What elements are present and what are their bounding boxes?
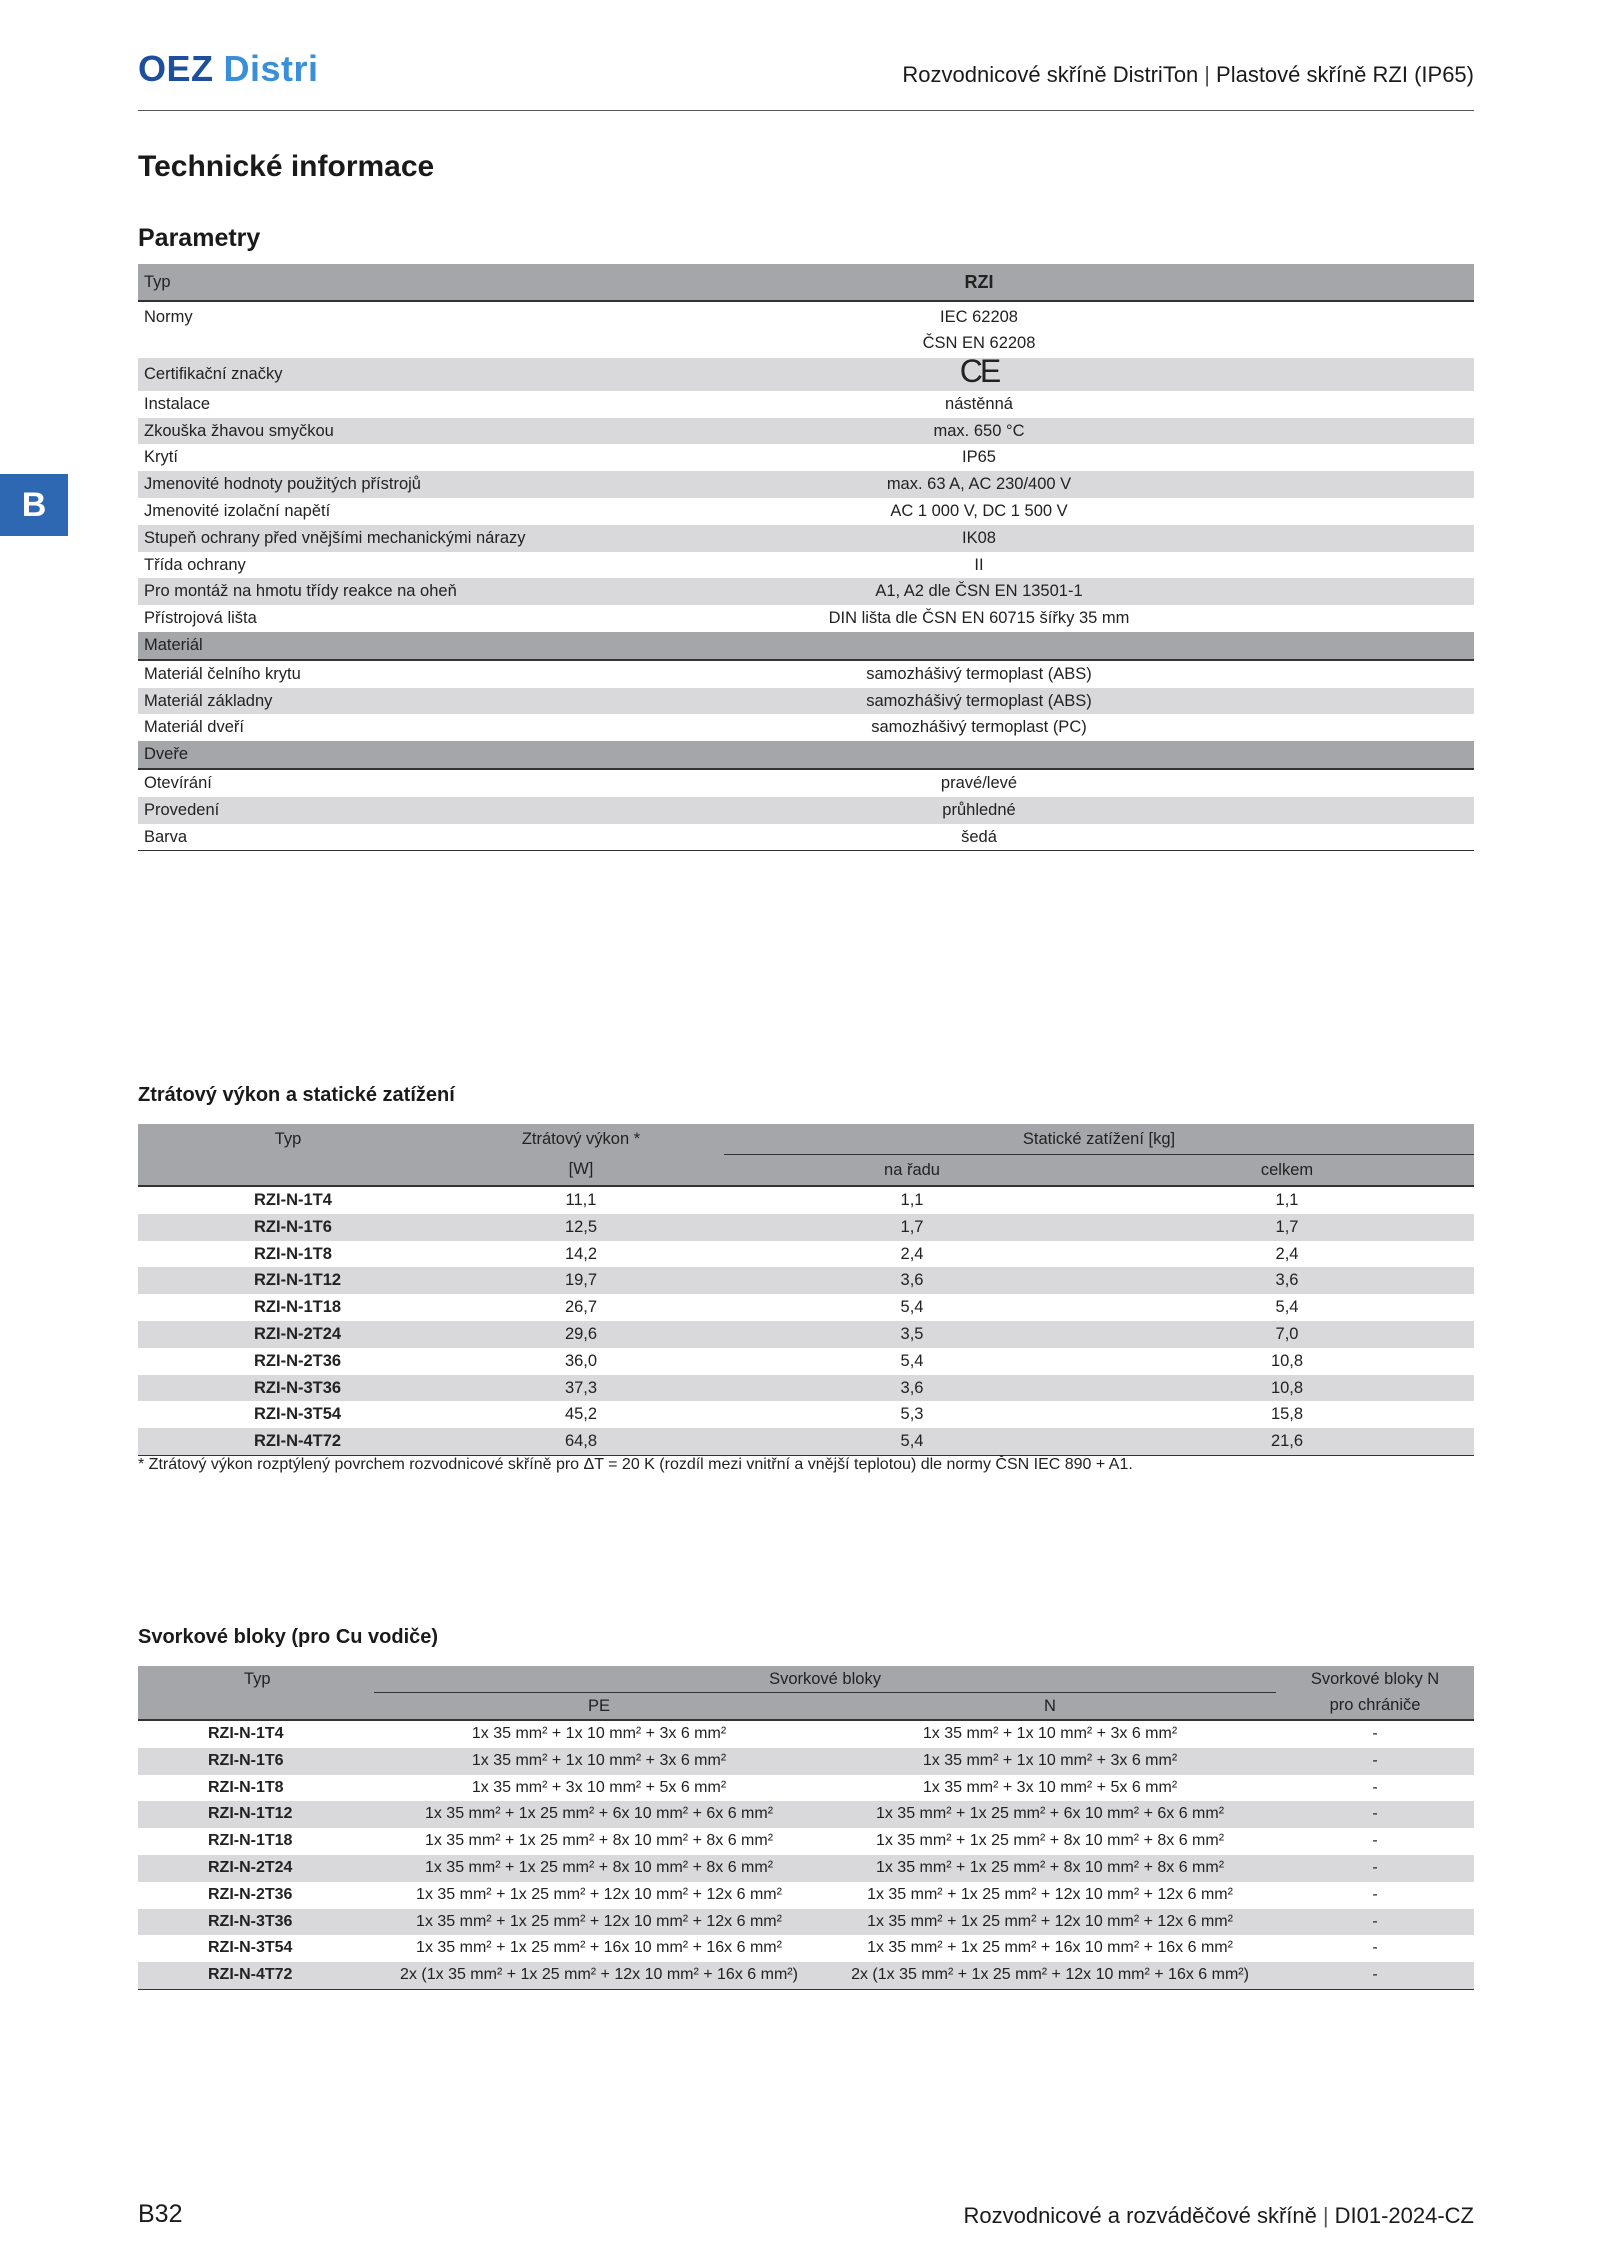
header-divider [138,110,1474,111]
footer-separator: | [1322,2203,1329,2228]
param-row [138,552,1474,579]
loss-value-cell: 45,2 [564,1405,598,1424]
term-pe-cell: 2x (1x 35 mm² + 1x 25 mm² + 12x 10 mm² + 16x 6 mm²) [374,1962,824,1989]
param-label: Barva [138,824,658,851]
term-type-cell: RZI-N-1T18 [208,1832,293,1850]
col-header-rzi: RZI [658,264,1474,301]
param-row [138,769,1474,797]
term-n-cell: 1x 35 mm² + 1x 10 mm² + 3x 6 mm² [922,1725,1178,1742]
term-n-cell: 2x (1x 35 mm² + 1x 25 mm² + 12x 10 mm² + 16x 6 mm²) [824,1962,1276,1989]
param-label: Materiál základny [138,688,658,715]
param-label: Jmenovité izolační napětí [144,501,331,520]
parametry-header-row [138,264,1474,301]
static-row-cell: 3,5 [724,1321,1100,1348]
term-type-cell: RZI-N-1T12 [138,1801,374,1828]
param-value [658,525,1474,552]
param-value [658,552,1474,579]
param-value-text: nástěnná [945,394,1013,413]
param-row [138,605,1474,632]
table-row [138,1828,1474,1855]
param-value [658,471,1474,498]
param-row [138,444,1474,471]
table-row [138,1962,1474,1989]
loss-value-cell: 36,0 [564,1351,598,1370]
param-row [138,797,1474,824]
loss-col-static: Statické zatížení [kg] [724,1124,1474,1155]
footer-title-text: Rozvodnicové a rozváděčové skříně [963,2203,1317,2228]
table-row [138,1348,1474,1375]
loss-type-cell: RZI-N-1T6 [138,1214,438,1241]
param-label: Třída ochrany [144,555,246,574]
param-value [658,714,1474,741]
param-row [138,714,1474,741]
static-row-cell: 3,6 [724,1375,1100,1402]
param-label: Provedení [138,797,658,824]
param-label: Instalace [144,394,211,413]
term-pe-cell: 1x 35 mm² + 1x 25 mm² + 16x 10 mm² + 16x 6 mm² [416,1939,782,1957]
param-row [138,578,1474,605]
static-total-cell: 10,8 [1100,1375,1474,1402]
table-row [138,1855,1474,1882]
loss-header-row-2 [138,1155,1474,1187]
param-row [138,391,1474,418]
table-row [138,1214,1474,1241]
loss-value-cell: 14,2 [564,1244,598,1263]
table-row [138,1428,1474,1455]
term-nprot-cell: - [1276,1748,1474,1775]
loss-col-loss-unit: [W] [438,1155,724,1187]
term-type-cell: RZI-N-3T36 [138,1909,374,1936]
header-title-sub: Plastové skříně RZI (IP65) [1216,62,1474,87]
param-value [658,498,1474,525]
term-col-type: Typ [138,1666,374,1693]
param-row [138,632,1474,660]
static-total-cell: 1,1 [1275,1191,1299,1209]
static-row-cell: 1,1 [900,1191,924,1209]
term-pe-cell: 1x 35 mm² + 1x 25 mm² + 6x 10 mm² + 6x 6 mm² [374,1801,824,1828]
loss-value-cell: 12,5 [438,1214,724,1241]
table-row [138,1935,1474,1962]
param-value-text: IEC 62208 [940,308,1018,326]
header-separator: | [1204,62,1211,87]
term-n-cell: 1x 35 mm² + 1x 25 mm² + 12x 10 mm² + 12x 6 mm² [867,1885,1233,1903]
oez-distri-logo [138,48,319,90]
param-label: Materiál [138,632,658,660]
term-nprot-cell: - [1276,1909,1474,1936]
loss-value-cell: 19,7 [438,1267,724,1294]
static-total-cell: 7,0 [1100,1321,1474,1348]
param-value-text: samozhášivý termoplast (PC) [871,718,1087,737]
loss-value-cell: 37,3 [438,1375,724,1402]
loss-footnote: * Ztrátový výkon rozptýlený povrchem rozvodnicové skříně pro ΔT = 20 K (rozdíl mezi vnitřní a vnější teplotou) dle normy ČSN IEC 890 + A1. [138,1456,1133,1473]
param-value [658,301,1474,358]
param-value [658,578,1474,605]
table-row [138,1909,1474,1936]
param-label: Pro montáž na hmotu třídy reakce na oheň [138,578,658,605]
param-value [658,444,1474,471]
term-nprot-cell: - [1372,1778,1378,1796]
param-label: Zkouška žhavou smyčkou [138,418,658,445]
param-value-text-2: ČSN EN 62208 [922,334,1036,352]
table-row [138,1801,1474,1828]
param-value-text: II [974,555,984,574]
param-value-text: DIN lišta dle ČSN EN 60715 šířky 35 mm [828,609,1130,628]
param-row [138,525,1474,552]
loss-table [138,1124,1474,1456]
term-n-cell: 1x 35 mm² + 1x 25 mm² + 8x 10 mm² + 8x 6 mm² [824,1855,1276,1882]
loss-header-row-1 [138,1124,1474,1155]
parametry-table [138,264,1474,851]
loss-type-cell: RZI-N-1T18 [254,1298,342,1317]
param-value [658,632,1474,660]
loss-type-cell: RZI-N-1T8 [254,1244,332,1263]
param-label: Materiál dveří [144,718,244,737]
term-col-pe: PE [374,1693,824,1721]
param-row [138,741,1474,769]
terminals-header-row-2 [138,1693,1474,1721]
term-col-blocks: Svorkové bloky [374,1666,1276,1693]
section-tab-b: B [0,474,68,536]
loss-type-cell: RZI-N-1T12 [138,1267,438,1294]
footer-code: DI01-2024-CZ [1334,2203,1474,2228]
static-row-cell: 5,4 [724,1428,1100,1455]
param-value [658,769,1474,797]
loss-value-cell: 29,6 [438,1321,724,1348]
page-number: B32 [138,2200,183,2228]
static-row-cell: 5,4 [900,1298,924,1317]
table-row [138,1241,1474,1268]
table-row [138,1186,1474,1214]
param-label: Materiál čelního krytu [144,664,301,683]
parametry-heading: Parametry [138,224,261,252]
term-col-nprot-1: Svorkové bloky N [1276,1666,1474,1693]
term-n-cell: 1x 35 mm² + 3x 10 mm² + 5x 6 mm² [922,1778,1178,1796]
term-pe-cell: 1x 35 mm² + 1x 10 mm² + 3x 6 mm² [374,1748,824,1775]
param-value [658,418,1474,445]
param-value [658,358,1474,391]
loss-col-type: Typ [138,1124,438,1155]
loss-heading: Ztrátový výkon a statické zatížení [138,1084,455,1106]
param-label: Dveře [138,741,658,769]
static-row-cell: 3,6 [724,1267,1100,1294]
term-pe-cell: 1x 35 mm² + 1x 25 mm² + 12x 10 mm² + 12x 6 mm² [416,1885,782,1903]
param-value-text: samozhášivý termoplast (ABS) [866,664,1092,683]
term-n-cell: 1x 35 mm² + 1x 25 mm² + 16x 10 mm² + 16x 6 mm² [867,1939,1233,1957]
param-value [658,741,1474,769]
logo-distri-text: Distri [223,48,319,89]
term-type-cell: RZI-N-2T36 [208,1885,293,1903]
param-row [138,660,1474,688]
param-value [658,391,1474,418]
loss-col-type-blank [138,1155,438,1187]
table-row [138,1267,1474,1294]
term-nprot-cell: - [1276,1801,1474,1828]
term-n-cell: 1x 35 mm² + 1x 25 mm² + 8x 10 mm² + 8x 6 mm² [875,1832,1225,1850]
table-row [138,1321,1474,1348]
param-row [138,418,1474,445]
term-col-type-blank [138,1693,374,1721]
term-col-n: N [824,1693,1276,1721]
term-pe-cell: 1x 35 mm² + 1x 25 mm² + 12x 10 mm² + 12x 6 mm² [374,1909,824,1936]
param-label: Přístrojová lišta [144,609,257,628]
param-value-text: pravé/levé [940,773,1018,792]
param-value [658,605,1474,632]
term-type-cell: RZI-N-1T4 [208,1725,284,1742]
term-pe-cell: 1x 35 mm² + 1x 25 mm² + 8x 10 mm² + 8x 6 mm² [424,1832,774,1850]
terminals-header-row-1 [138,1666,1474,1693]
term-col-nprot-2: pro chrániče [1276,1693,1474,1721]
term-n-cell: 1x 35 mm² + 1x 10 mm² + 3x 6 mm² [824,1748,1276,1775]
param-value-text: IP65 [962,448,996,467]
param-value [658,824,1474,851]
term-nprot-cell: - [1372,1885,1378,1903]
loss-col-static-total: celkem [1100,1155,1474,1187]
param-value-text: šedá [961,827,997,846]
table-row [138,1882,1474,1909]
param-label: Normy [144,308,193,326]
param-value-text: max. 650 °C [933,421,1025,440]
param-value-text: IK08 [962,528,996,547]
param-row [138,688,1474,715]
param-value-text: průhledné [942,800,1016,819]
terminals-table [138,1666,1474,1990]
table-row [138,1294,1474,1321]
static-total-cell: 10,8 [1270,1351,1304,1370]
static-row-cell: 1,7 [724,1214,1100,1241]
loss-type-cell: RZI-N-3T54 [254,1405,342,1424]
term-type-cell: RZI-N-4T72 [138,1962,374,1989]
term-type-cell: RZI-N-1T8 [208,1778,284,1796]
loss-col-static-row: na řadu [724,1155,1100,1187]
footer-title [963,2203,1474,2229]
param-value-text: max. 63 A, AC 230/400 V [886,475,1072,494]
loss-col-loss: Ztrátový výkon * [438,1124,724,1155]
static-row-cell: 5,3 [900,1405,924,1424]
document-header-title [902,62,1474,88]
loss-type-cell: RZI-N-4T72 [138,1428,438,1455]
loss-value-cell: 11,1 [565,1191,597,1209]
param-value-text: A1, A2 dle ČSN EN 13501-1 [875,582,1083,601]
param-value-text: samozhášivý termoplast (ABS) [866,691,1092,710]
table-row [138,1775,1474,1802]
param-value [658,660,1474,688]
param-row [138,471,1474,498]
static-total-cell: 21,6 [1100,1428,1474,1455]
term-type-cell: RZI-N-2T24 [138,1855,374,1882]
term-type-cell: RZI-N-1T6 [138,1748,374,1775]
term-nprot-cell: - [1372,1939,1378,1957]
term-nprot-cell: - [1372,1832,1378,1850]
static-total-cell: 15,8 [1270,1405,1304,1424]
static-total-cell: 2,4 [1275,1244,1299,1263]
page-title: Technické informace [138,150,435,183]
term-nprot-cell: - [1372,1725,1378,1742]
param-row [138,301,1474,358]
term-pe-cell: 1x 35 mm² + 1x 10 mm² + 3x 6 mm² [471,1725,727,1742]
header-title-main: Rozvodnicové skříně DistriTon [902,62,1199,87]
loss-type-cell: RZI-N-2T36 [254,1351,342,1370]
term-pe-cell: 1x 35 mm² + 3x 10 mm² + 5x 6 mm² [471,1778,727,1796]
term-n-cell: 1x 35 mm² + 1x 25 mm² + 6x 10 mm² + 6x 6 mm² [824,1801,1276,1828]
param-label: Otevírání [144,773,212,792]
param-label: Krytí [144,448,178,467]
term-pe-cell: 1x 35 mm² + 1x 25 mm² + 8x 10 mm² + 8x 6 mm² [374,1855,824,1882]
term-nprot-cell: - [1276,1962,1474,1989]
logo-oez-text: OEZ [138,48,214,89]
loss-type-cell: RZI-N-2T24 [138,1321,438,1348]
table-row [138,1720,1474,1748]
param-label: Certifikační značky [138,358,658,391]
param-row [138,498,1474,525]
param-value [658,797,1474,824]
col-header-type: Typ [138,264,658,301]
terminals-heading: Svorkové bloky (pro Cu vodiče) [138,1626,439,1648]
param-row [138,824,1474,851]
param-value [658,688,1474,715]
static-row-cell: 2,4 [900,1244,924,1263]
param-value-text: AC 1 000 V, DC 1 500 V [890,501,1068,520]
ce-mark-icon: CE [959,358,999,389]
loss-value-cell: 64,8 [438,1428,724,1455]
param-label: Jmenovité hodnoty použitých přístrojů [138,471,658,498]
table-row [138,1401,1474,1428]
param-row [138,358,1474,391]
loss-value-cell: 26,7 [564,1298,598,1317]
table-row [138,1748,1474,1775]
loss-type-cell: RZI-N-1T4 [254,1191,332,1209]
static-total-cell: 3,6 [1100,1267,1474,1294]
term-nprot-cell: - [1276,1855,1474,1882]
term-n-cell: 1x 35 mm² + 1x 25 mm² + 12x 10 mm² + 12x 6 mm² [824,1909,1276,1936]
static-total-cell: 1,7 [1100,1214,1474,1241]
param-label: Stupeň ochrany před vnějšími mechanickými nárazy [138,525,658,552]
loss-type-cell: RZI-N-3T36 [138,1375,438,1402]
table-row [138,1375,1474,1402]
static-row-cell: 5,4 [900,1351,924,1370]
static-total-cell: 5,4 [1275,1298,1299,1317]
term-type-cell: RZI-N-3T54 [208,1939,293,1957]
